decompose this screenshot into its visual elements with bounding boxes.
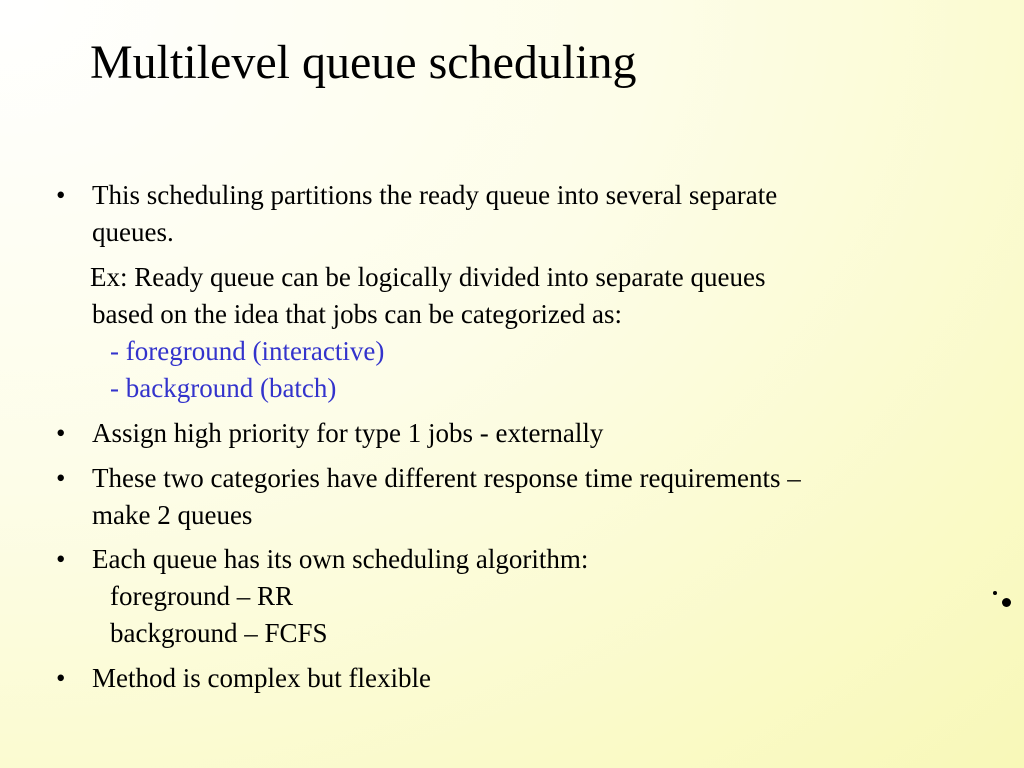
category-background: - background (batch) — [110, 373, 337, 403]
algorithm-background: background – FCFS — [110, 618, 328, 648]
example-line-2: based on the idea that jobs can be categorized as: — [92, 299, 623, 329]
bullet-marker: • — [56, 180, 66, 210]
bullet-marker: • — [56, 463, 66, 493]
bullet-marker: • — [56, 544, 66, 574]
example-line-1: Ex: Ready queue can be logically divided into separate queues — [90, 262, 766, 292]
stray-dot-small — [993, 591, 997, 595]
category-foreground: - foreground (interactive) — [110, 336, 385, 366]
bullet-marker: • — [56, 418, 66, 448]
bullet-4-line-1: Each queue has its own scheduling algorithm: — [92, 544, 589, 574]
slide-title: Multilevel queue scheduling — [90, 36, 637, 89]
algorithm-foreground: foreground – RR — [110, 581, 293, 611]
bullet-1-line-2: queues. — [92, 217, 174, 247]
bullet-marker: • — [56, 663, 66, 693]
bullet-3-line-2: make 2 queues — [92, 500, 253, 530]
stray-dot-large — [1002, 598, 1011, 607]
bullet-5-line-1: Method is complex but flexible — [92, 663, 431, 693]
bullet-1-line-1: This scheduling partitions the ready queue into several separate — [92, 180, 778, 210]
bullet-2-line-1: Assign high priority for type 1 jobs - externally — [92, 418, 604, 448]
bullet-3-line-1: These two categories have different response time requirements – — [92, 463, 801, 493]
